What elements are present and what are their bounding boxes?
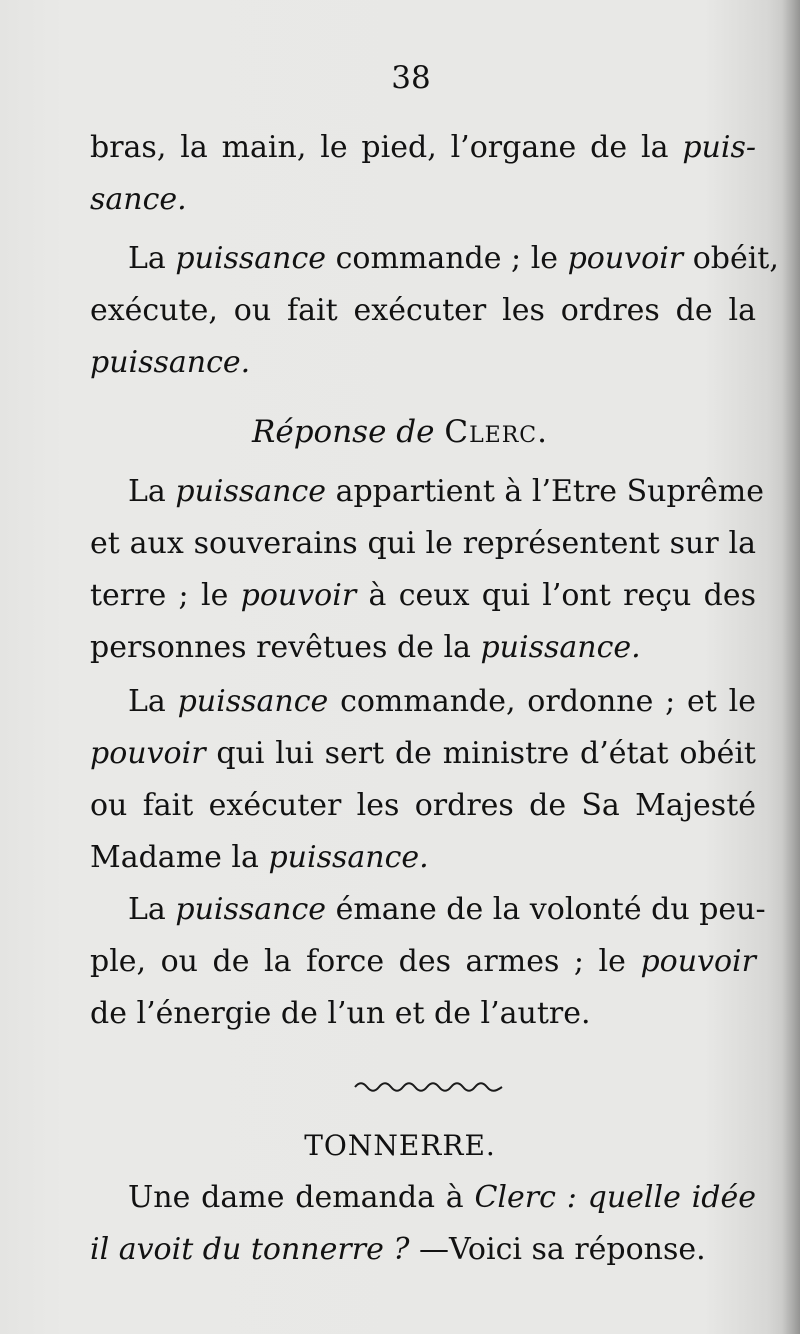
reponse-p2-line-1-b: puissance <box>177 684 329 719</box>
reponse-p1-line-3-c: à ceux qui l’ont reçu des <box>368 578 756 613</box>
tonnerre-line-1 <box>90 1172 756 1224</box>
reponse-p1-line-4-b: puissance. <box>480 630 641 665</box>
puissance-pouvoir-line-1-c: commande ; le <box>335 241 559 276</box>
puissance-pouvoir-line-1-e: obéit, <box>692 241 779 276</box>
reponse-p2-line-3: ou fait exécuter les ordres de Sa Majesté <box>90 788 756 823</box>
reponse-title-italic: Réponse de <box>252 414 435 450</box>
reponse-p2-line-2-a: pouvoir <box>90 736 206 771</box>
puissance-pouvoir-line-1 <box>90 233 779 285</box>
reponse-p3-line-1-c: émane de la volonté du peu- <box>335 892 766 927</box>
tonnerre-line-1-a: Une dame demanda à <box>128 1180 464 1215</box>
reponse-p3-line-1-a: La <box>128 892 166 927</box>
reponse-p3-line-1 <box>90 884 766 936</box>
reponse-p2-line-1-c: commande, ordonne ; et le <box>340 684 756 719</box>
reponse-p3-line-1-b: puissance <box>175 892 327 927</box>
reponse-paragraph-1 <box>90 466 764 674</box>
reponse-p2-line-2-b: qui lui sert de ministre d’état obéit <box>216 736 756 771</box>
reponse-p1-line-2: et aux souverains qui le représentent sur la <box>90 526 756 561</box>
reponse-p2-line-4 <box>90 832 756 884</box>
reponse-p1-line-1 <box>90 466 764 518</box>
puissance-pouvoir-line-2: exécute, ou fait exécuter les ordres de la <box>90 293 756 328</box>
puissance-pouvoir-line-1-a: La <box>128 241 166 276</box>
reponse-p2-line-1 <box>90 676 756 728</box>
puissance-pouvoir-line-1-d: pouvoir <box>567 241 684 276</box>
reponse-p1-line-4-a: personnes revêtues de la <box>90 630 471 665</box>
reponse-paragraph-2 <box>90 676 756 884</box>
reponse-p2-line-4-a: Madame la <box>90 840 259 875</box>
continuation-line-1-plain: bras, la main, le pied, l’organe de la <box>90 130 669 165</box>
tonnerre-paragraph <box>90 1172 756 1276</box>
continuation-line-2: sance. <box>90 182 187 217</box>
continuation-line-1 <box>90 122 756 174</box>
reponse-p1-line-1-a: La <box>128 474 166 509</box>
puissance-pouvoir-line-3: puissance. <box>90 345 251 380</box>
reponse-p1-line-3-a: terre ; le <box>90 578 229 613</box>
reponse-p1-line-1-c: appartient à l’Etre Suprême <box>335 474 764 509</box>
reponse-p3-line-2 <box>90 936 756 988</box>
decorative-divider <box>354 1080 503 1094</box>
continuation-text <box>90 122 756 226</box>
reponse-p1-line-3 <box>90 570 756 622</box>
paragraph-puissance-pouvoir <box>90 233 779 389</box>
reponse-p1-line-3-b: pouvoir <box>240 578 357 613</box>
reponse-paragraph-3 <box>90 884 766 1040</box>
reponse-p2-line-2 <box>90 728 756 780</box>
puissance-pouvoir-line-1-b: puissance <box>175 241 327 276</box>
tonnerre-line-2 <box>90 1224 756 1276</box>
tonnerre-title: TONNERRE. <box>304 1129 496 1162</box>
tonnerre-line-2-a: il avoit du tonnerre ? <box>90 1232 410 1267</box>
reponse-p3-line-3: de l’énergie de l’un et de l’autre. <box>90 996 591 1031</box>
reponse-p3-line-2-b: pouvoir <box>640 944 756 979</box>
reponse-p1-line-4 <box>90 622 756 674</box>
reponse-p2-line-4-b: puissance. <box>268 840 429 875</box>
reponse-title-name: Clerc. <box>444 414 548 450</box>
tonnerre-line-1-b: Clerc : quelle idée <box>474 1180 756 1215</box>
reponse-p3-line-2-a: ple, ou de la force des armes ; le <box>90 944 626 979</box>
reponse-title <box>0 408 800 456</box>
tonnerre-line-2-b: —Voici sa réponse. <box>419 1232 706 1267</box>
page-number: 38 <box>391 60 431 96</box>
continuation-line-1-italic: puis- <box>682 130 756 165</box>
reponse-p1-line-1-b: puissance <box>175 474 327 509</box>
reponse-p2-line-1-a: La <box>128 684 166 719</box>
